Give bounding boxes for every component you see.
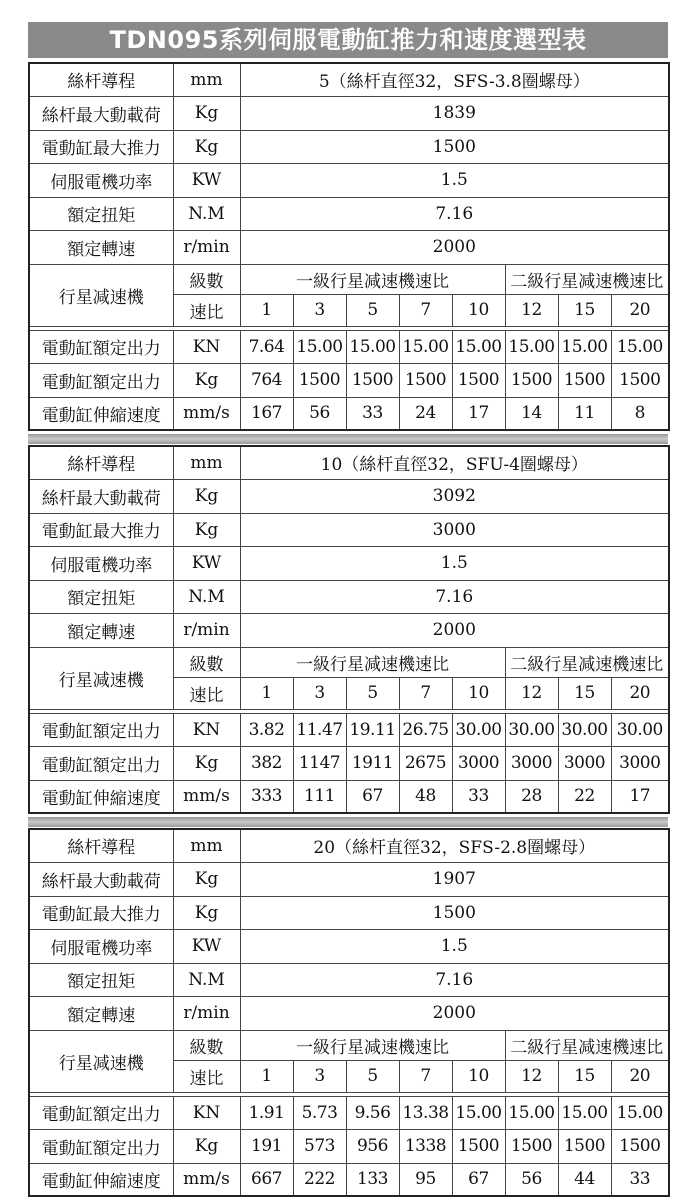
cell-output_kn: 15.00 — [452, 1096, 505, 1129]
value-rated_torque: 7.16 — [240, 197, 669, 230]
unit-mm: mm — [173, 446, 240, 479]
unit-nm: N.M — [173, 197, 240, 230]
label-ratio: 速比 — [173, 294, 240, 326]
group-one-stage: 一級行星减速機速比 — [240, 1030, 505, 1060]
value-motor_power: 1.5 — [240, 163, 669, 197]
unit-kg: Kg — [173, 862, 240, 896]
label-reducer: 行星减速機 — [29, 1030, 173, 1092]
cell-output_kg: 1500 — [399, 363, 452, 397]
group-one-stage: 一級行星减速機速比 — [240, 647, 505, 677]
unit-rmin: r/min — [173, 613, 240, 647]
cell-output_kg: 1500 — [452, 1129, 505, 1163]
spec-table-lead-20 — [28, 828, 668, 1197]
label-max_thrust: 電動缸最大推力 — [29, 513, 173, 546]
label-ratio: 速比 — [173, 677, 240, 709]
cell-ratio: 10 — [452, 677, 505, 709]
unit-mms: mm/s — [173, 1163, 240, 1196]
cell-output_kg: 1147 — [293, 746, 346, 780]
cell-output_kg: 956 — [346, 1129, 399, 1163]
cell-speed: 8 — [611, 397, 669, 430]
cell-output_kn: 3.82 — [240, 713, 293, 746]
cell-speed: 111 — [293, 780, 346, 813]
cell-output_kn: 15.00 — [558, 1096, 611, 1129]
cell-speed: 48 — [399, 780, 452, 813]
label-stage: 級數 — [173, 647, 240, 677]
cell-output_kg: 1500 — [293, 363, 346, 397]
cell-ratio: 15 — [558, 677, 611, 709]
cell-ratio: 5 — [346, 294, 399, 326]
label-rated_speed: 額定轉速 — [29, 613, 173, 647]
value-rated_speed: 2000 — [240, 996, 669, 1030]
value-rated_speed: 2000 — [240, 613, 669, 647]
cell-speed: 33 — [611, 1163, 669, 1196]
label-output_kn: 電動缸額定出力 — [29, 330, 173, 363]
cell-ratio: 1 — [240, 677, 293, 709]
cell-output_kg: 1500 — [505, 1129, 558, 1163]
unit-kg: Kg — [173, 513, 240, 546]
label-reducer: 行星减速機 — [29, 264, 173, 326]
cell-output_kg: 1500 — [611, 363, 669, 397]
label-output_kg: 電動缸額定出力 — [29, 1129, 173, 1163]
label-output_kg: 電動缸額定出力 — [29, 746, 173, 780]
cell-output_kg: 1500 — [558, 1129, 611, 1163]
label-rated_speed: 額定轉速 — [29, 230, 173, 264]
unit-mms: mm/s — [173, 780, 240, 813]
cell-ratio: 15 — [558, 294, 611, 326]
cell-ratio: 3 — [293, 677, 346, 709]
unit-kg: Kg — [173, 896, 240, 929]
unit-rmin: r/min — [173, 230, 240, 264]
unit-mm: mm — [173, 63, 240, 96]
unit-rmin: r/min — [173, 996, 240, 1030]
unit-nm: N.M — [173, 580, 240, 613]
label-rated_torque: 額定扭矩 — [29, 197, 173, 230]
cell-output_kg: 1500 — [611, 1129, 669, 1163]
value-max_thrust: 3000 — [240, 513, 669, 546]
label-output_kn: 電動缸額定出力 — [29, 713, 173, 746]
value-motor_power: 1.5 — [240, 546, 669, 580]
cell-output_kg: 1500 — [558, 363, 611, 397]
cell-output_kn: 9.56 — [346, 1096, 399, 1129]
cell-output_kn: 15.00 — [611, 1096, 669, 1129]
cell-output_kg: 573 — [293, 1129, 346, 1163]
unit-kg: Kg — [173, 96, 240, 130]
cell-ratio: 3 — [293, 294, 346, 326]
label-max_thrust: 電動缸最大推力 — [29, 130, 173, 163]
cell-output_kg: 1911 — [346, 746, 399, 780]
cell-speed: 667 — [240, 1163, 293, 1196]
value-rated_speed: 2000 — [240, 230, 669, 264]
cell-output_kg: 3000 — [452, 746, 505, 780]
group-two-stage: 二級行星减速機速比 — [505, 264, 669, 294]
value-lead: 10（絲杆直徑32，SFU-4圈螺母） — [240, 446, 669, 479]
section-divider — [28, 817, 668, 827]
label-motor_power: 伺服電機功率 — [29, 929, 173, 963]
cell-ratio: 12 — [505, 294, 558, 326]
group-two-stage: 二級行星减速機速比 — [505, 1030, 669, 1060]
cell-speed: 167 — [240, 397, 293, 430]
cell-speed: 11 — [558, 397, 611, 430]
cell-speed: 28 — [505, 780, 558, 813]
cell-output_kn: 15.00 — [505, 1096, 558, 1129]
unit-kg: Kg — [173, 479, 240, 513]
page-title: TDN095系列伺服電動缸推力和速度選型表 — [28, 22, 668, 58]
unit-kn: KN — [173, 713, 240, 746]
cell-output_kg: 3000 — [558, 746, 611, 780]
label-rated_torque: 額定扭矩 — [29, 580, 173, 613]
label-max_dyn_load: 絲杆最大動載荷 — [29, 479, 173, 513]
cell-speed: 333 — [240, 780, 293, 813]
cell-speed: 222 — [293, 1163, 346, 1196]
label-motor_power: 伺服電機功率 — [29, 163, 173, 197]
label-stage: 級數 — [173, 264, 240, 294]
cell-output_kn: 30.00 — [452, 713, 505, 746]
unit-kn: KN — [173, 330, 240, 363]
cell-output_kn: 19.11 — [346, 713, 399, 746]
spec-table-lead-5 — [28, 62, 668, 431]
cell-ratio: 12 — [505, 1060, 558, 1092]
cell-ratio: 7 — [399, 294, 452, 326]
cell-speed: 22 — [558, 780, 611, 813]
value-max_dyn_load: 1907 — [240, 862, 669, 896]
cell-speed: 56 — [293, 397, 346, 430]
cell-ratio: 7 — [399, 677, 452, 709]
cell-output_kn: 30.00 — [558, 713, 611, 746]
cell-ratio: 12 — [505, 677, 558, 709]
cell-ratio: 3 — [293, 1060, 346, 1092]
cell-speed: 14 — [505, 397, 558, 430]
cell-speed: 33 — [346, 397, 399, 430]
cell-output_kg: 1500 — [505, 363, 558, 397]
cell-speed: 133 — [346, 1163, 399, 1196]
label-max_dyn_load: 絲杆最大動載荷 — [29, 862, 173, 896]
cell-speed: 33 — [452, 780, 505, 813]
label-lead: 絲杆導程 — [29, 829, 173, 862]
cell-ratio: 1 — [240, 1060, 293, 1092]
cell-ratio: 5 — [346, 1060, 399, 1092]
cell-output_kn: 15.00 — [611, 330, 669, 363]
cell-output_kn: 5.73 — [293, 1096, 346, 1129]
cell-ratio: 10 — [452, 1060, 505, 1092]
cell-ratio: 15 — [558, 1060, 611, 1092]
cell-output_kg: 764 — [240, 363, 293, 397]
unit-kg: Kg — [173, 746, 240, 780]
value-lead: 5（絲杆直徑32，SFS-3.8圈螺母） — [240, 63, 669, 96]
cell-speed: 17 — [452, 397, 505, 430]
unit-nm: N.M — [173, 963, 240, 996]
cell-output_kn: 30.00 — [611, 713, 669, 746]
cell-output_kn: 1.91 — [240, 1096, 293, 1129]
label-reducer: 行星减速機 — [29, 647, 173, 709]
cell-output_kg: 1500 — [346, 363, 399, 397]
cell-output_kg: 3000 — [505, 746, 558, 780]
unit-mm: mm — [173, 829, 240, 862]
cell-speed: 17 — [611, 780, 669, 813]
unit-mms: mm/s — [173, 397, 240, 430]
unit-kg: Kg — [173, 363, 240, 397]
cell-output_kn: 15.00 — [346, 330, 399, 363]
label-motor_power: 伺服電機功率 — [29, 546, 173, 580]
label-ratio: 速比 — [173, 1060, 240, 1092]
unit-kw: KW — [173, 929, 240, 963]
label-lead: 絲杆導程 — [29, 446, 173, 479]
label-rated_speed: 額定轉速 — [29, 996, 173, 1030]
value-max_dyn_load: 3092 — [240, 479, 669, 513]
value-rated_torque: 7.16 — [240, 963, 669, 996]
label-max_dyn_load: 絲杆最大動載荷 — [29, 96, 173, 130]
value-max_dyn_load: 1839 — [240, 96, 669, 130]
cell-speed: 24 — [399, 397, 452, 430]
unit-kw: KW — [173, 546, 240, 580]
value-max_thrust: 1500 — [240, 130, 669, 163]
label-rated_torque: 額定扭矩 — [29, 963, 173, 996]
cell-output_kg: 2675 — [399, 746, 452, 780]
cell-output_kn: 15.00 — [293, 330, 346, 363]
cell-output_kn: 7.64 — [240, 330, 293, 363]
spec-table-lead-10 — [28, 445, 668, 814]
cell-ratio: 5 — [346, 677, 399, 709]
cell-output_kn: 11.47 — [293, 713, 346, 746]
group-one-stage: 一級行星减速機速比 — [240, 264, 505, 294]
cell-output_kn: 15.00 — [558, 330, 611, 363]
cell-ratio: 7 — [399, 1060, 452, 1092]
cell-ratio: 20 — [611, 677, 669, 709]
cell-speed: 67 — [346, 780, 399, 813]
cell-ratio: 1 — [240, 294, 293, 326]
value-max_thrust: 1500 — [240, 896, 669, 929]
label-stage: 級數 — [173, 1030, 240, 1060]
cell-speed: 67 — [452, 1163, 505, 1196]
cell-output_kn: 26.75 — [399, 713, 452, 746]
cell-speed: 95 — [399, 1163, 452, 1196]
cell-speed: 44 — [558, 1163, 611, 1196]
value-lead: 20（絲杆直徑32，SFS-2.8圈螺母） — [240, 829, 669, 862]
unit-kg: Kg — [173, 1129, 240, 1163]
cell-ratio: 20 — [611, 294, 669, 326]
cell-output_kg: 191 — [240, 1129, 293, 1163]
label-max_thrust: 電動缸最大推力 — [29, 896, 173, 929]
cell-output_kg: 382 — [240, 746, 293, 780]
value-rated_torque: 7.16 — [240, 580, 669, 613]
label-speed: 電動缸伸縮速度 — [29, 1163, 173, 1196]
label-speed: 電動缸伸縮速度 — [29, 780, 173, 813]
cell-output_kg: 1500 — [452, 363, 505, 397]
cell-output_kn: 15.00 — [452, 330, 505, 363]
cell-output_kg: 1338 — [399, 1129, 452, 1163]
label-output_kg: 電動缸額定出力 — [29, 363, 173, 397]
label-lead: 絲杆導程 — [29, 63, 173, 96]
unit-kg: Kg — [173, 130, 240, 163]
cell-speed: 56 — [505, 1163, 558, 1196]
cell-ratio: 10 — [452, 294, 505, 326]
cell-ratio: 20 — [611, 1060, 669, 1092]
cell-output_kn: 15.00 — [399, 330, 452, 363]
cell-output_kn: 13.38 — [399, 1096, 452, 1129]
cell-output_kn: 30.00 — [505, 713, 558, 746]
group-two-stage: 二級行星减速機速比 — [505, 647, 669, 677]
unit-kn: KN — [173, 1096, 240, 1129]
cell-output_kn: 15.00 — [505, 330, 558, 363]
cell-output_kg: 3000 — [611, 746, 669, 780]
value-motor_power: 1.5 — [240, 929, 669, 963]
label-speed: 電動缸伸縮速度 — [29, 397, 173, 430]
label-output_kn: 電動缸額定出力 — [29, 1096, 173, 1129]
section-divider — [28, 434, 668, 444]
unit-kw: KW — [173, 163, 240, 197]
